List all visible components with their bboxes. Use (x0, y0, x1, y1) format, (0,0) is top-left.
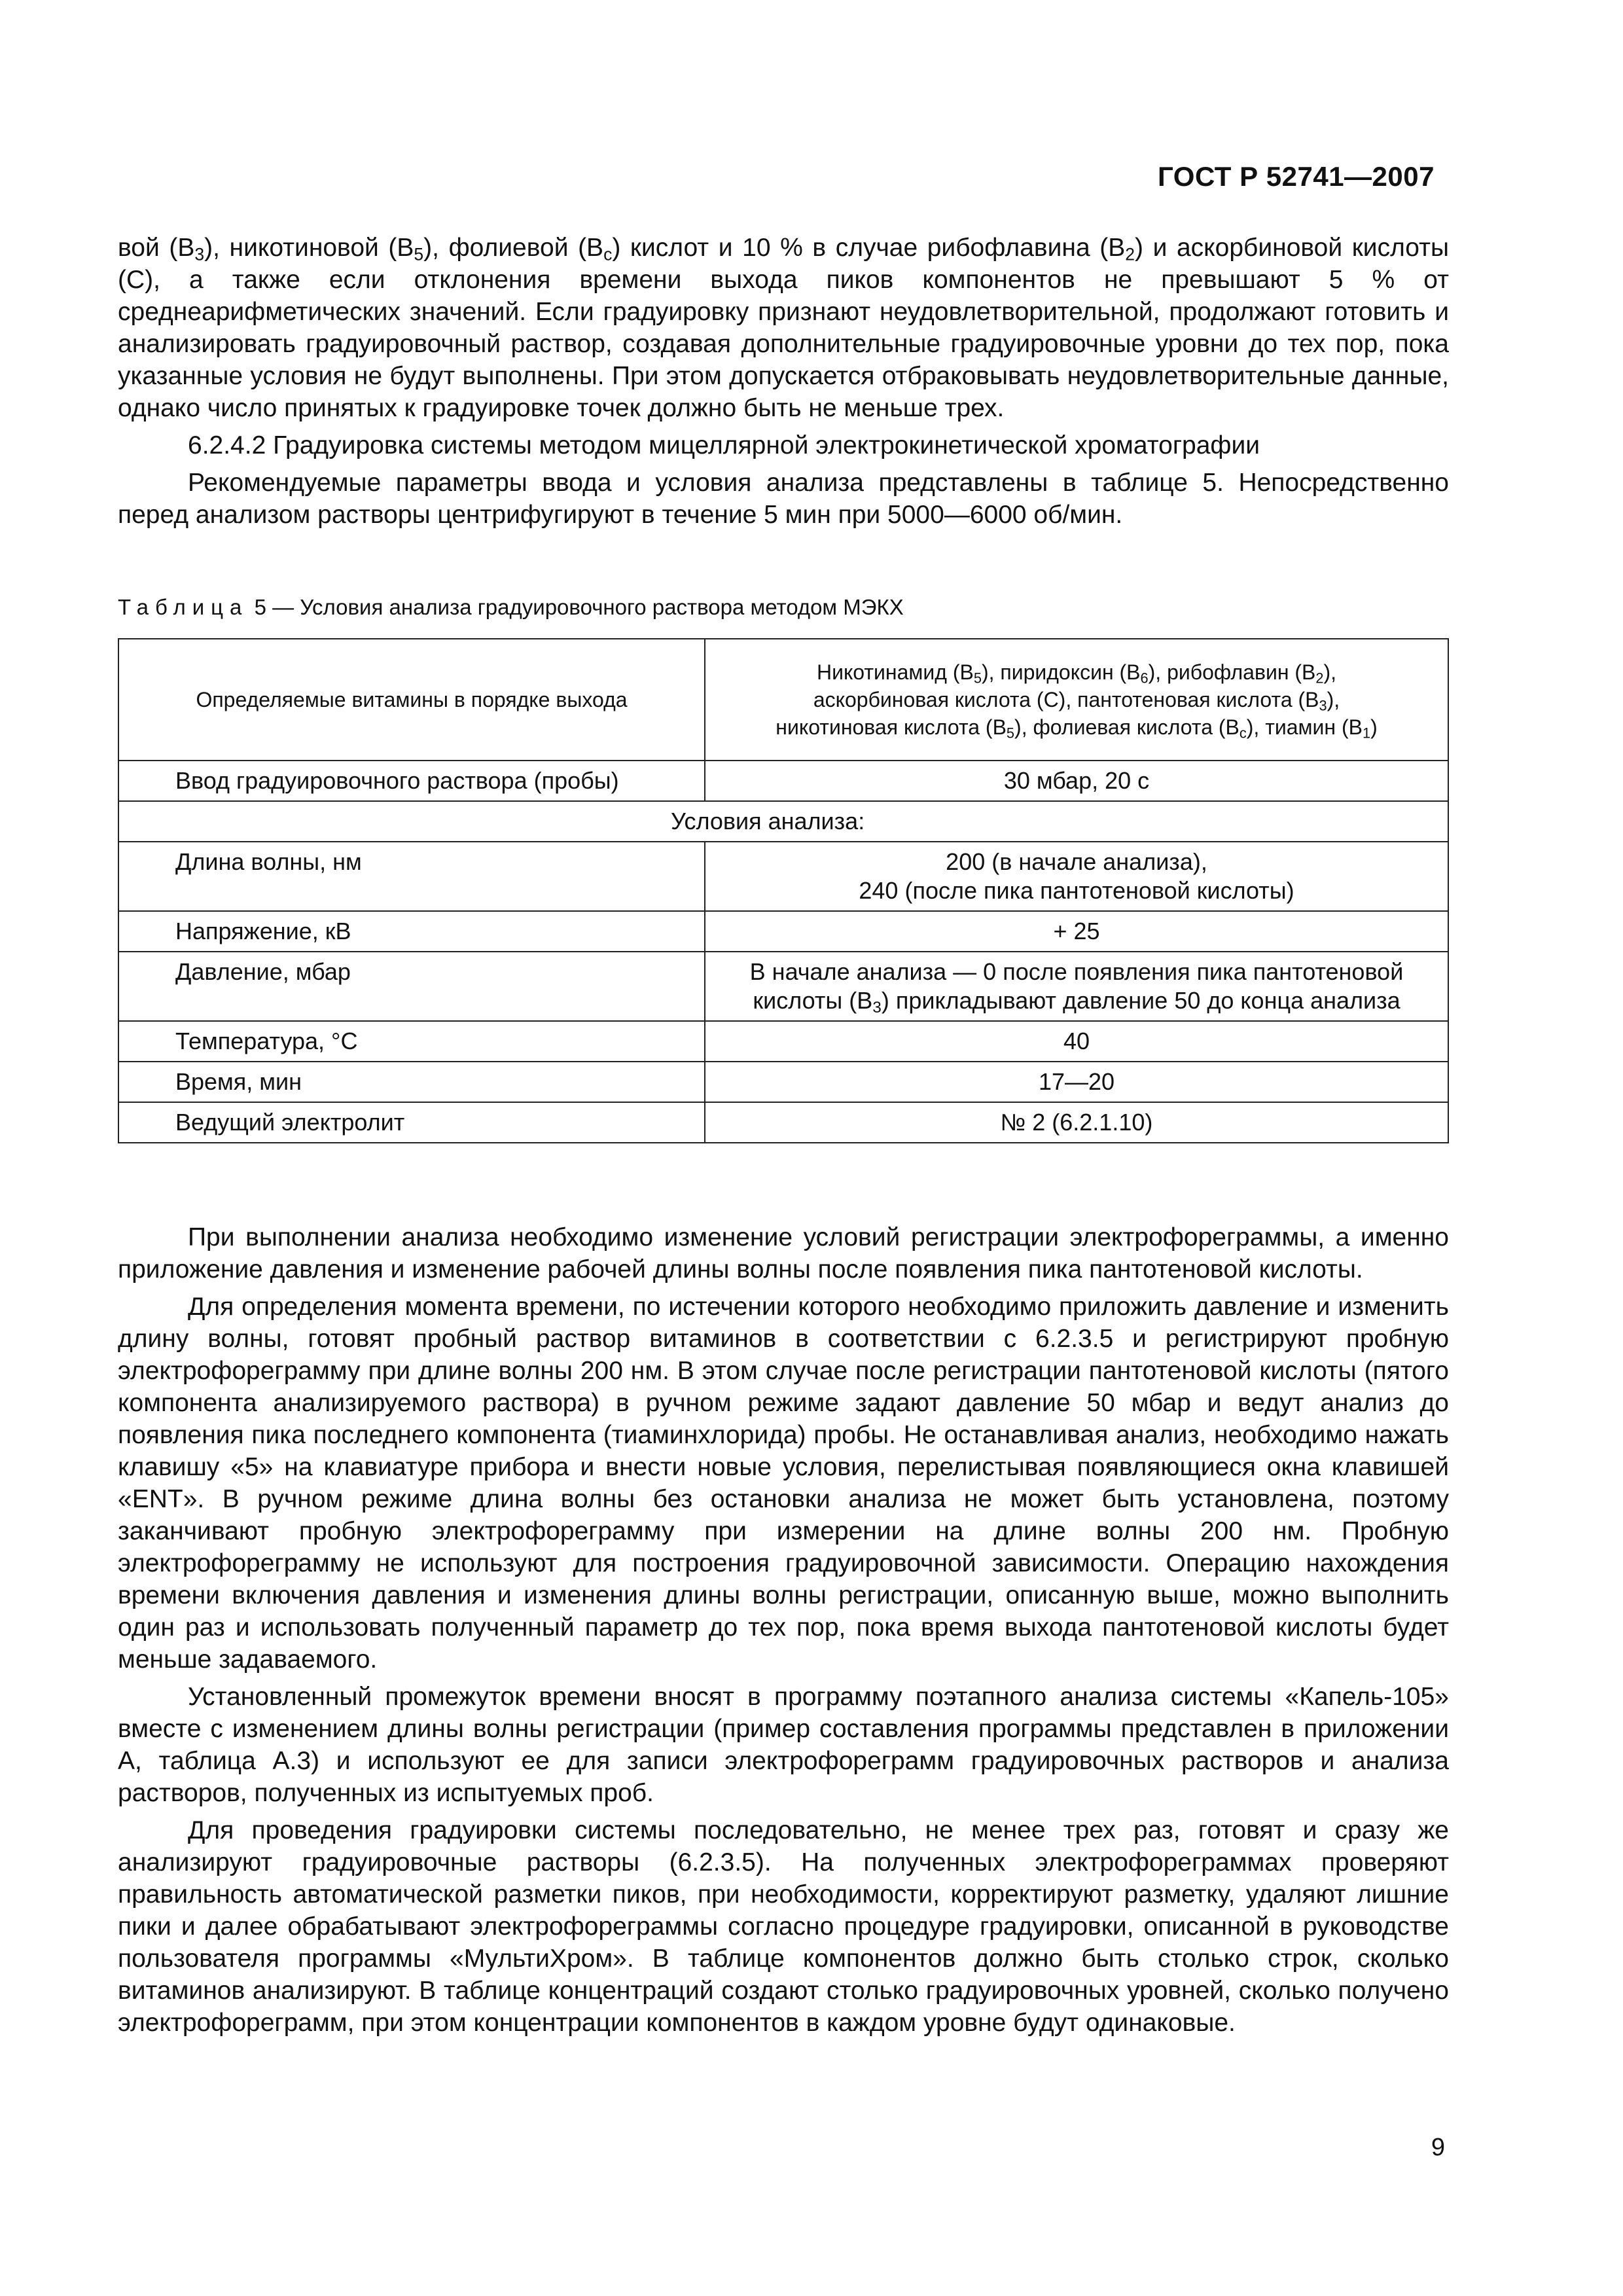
parameter-value-cell: № 2 (6.2.1.10) (705, 1102, 1448, 1143)
table-row (118, 911, 1448, 952)
parameter-value-cell: 17—20 (705, 1062, 1448, 1102)
paragraph-recommended-parameters: Рекомендуемые параметры ввода и условия анализа представлены в таблице 5. Непосредственно перед анализом растворы центрифугируют в течение 5 мин при 5000—6000 об/мин. (118, 469, 1449, 529)
bottom-text-block (118, 1221, 1449, 2039)
parameter-label-cell: Давление, мбар (118, 952, 705, 1021)
header-left-cell: Определяемые витамины в порядке выхода (118, 639, 705, 761)
table-row (118, 1062, 1448, 1102)
paragraph-analysis-conditions: При выполнении анализа необходимо изменение условий регистрации электрофореграммы, а именно приложение давления и изменение рабочей длины волны после появления пика пантотеновой кислоты. (118, 1223, 1449, 1283)
table-row (118, 842, 1448, 911)
page-number: 9 (1431, 2134, 1445, 2161)
section-heading-6-2-4-2: 6.2.4.2 Градуировка системы методом мицеллярной электрокинетической хроматографии (188, 431, 1260, 459)
parameter-label-cell: Напряжение, кВ (118, 911, 705, 952)
header-right-cell: Никотинамид $(В_5)$, пиридоксин $(В_6)$, рибофлавин $(В_2)$, аскорбиновая кислота (С), пантотеновая кислота $(В_3)$, никотиновая кислота $(В_5)$, фолиевая кислота $(В_c)$, тиамин $(В_1)$ (705, 639, 1448, 761)
document-header: ГОСТ Р 52741—2007 (1158, 161, 1435, 192)
parameter-label-cell: Время, мин (118, 1062, 705, 1102)
table-row (118, 801, 1448, 842)
conditions-subheader-cell: Условия анализа: (118, 801, 1448, 842)
table-row (118, 761, 1448, 801)
table-caption-text: — Условия анализа градуировочного раствора методом МЭКХ (272, 595, 904, 619)
parameter-label-cell: Ввод градуировочного раствора (пробы) (118, 761, 705, 801)
top-text-block (118, 232, 1449, 531)
parameter-label-cell: Ведущий электролит (118, 1102, 705, 1143)
parameter-value-cell: + 25 (705, 911, 1448, 952)
table-row (118, 1021, 1448, 1062)
table-caption-number: 5 (254, 595, 266, 619)
table-row (118, 1102, 1448, 1143)
table-row (118, 952, 1448, 1021)
table-caption-prefix: Таблица (118, 595, 249, 619)
table-caption (118, 594, 904, 620)
paragraph-time-determination: Для определения момента времени, по истечении которого необходимо приложить давление и изменить длину волны, готовят пробный раствор витаминов в соответствии с 6.2.3.5 и регистрируют пробную электрофореграмму при длине волны 200 нм. В этом случае после регистрации пантотеновой кислоты (пятого компонента анализируемого раствора) в ручном режиме задают давление 50 мбар и ведут анализ до появления пика последнего компонента (тиаминхлорида) пробы. Не останавливая анализ, необходимо нажать клавишу «5» на клавиатуре прибора и внести новые условия, перелистывая появляющиеся окна клавишей «ENT». В ручном режиме длина волны без остановки анализа не может быть установлена, поэтому заканчивают пробную электрофореграмму при измерении на длине волны 200 нм. Пробную электрофореграмму не используют для построения градуировочной зависимости. Операцию нахождения времени включения давления и изменения длины волны регистрации, описанную выше, можно выполнить один раз и использовать полученный параметр до тех пор, пока время выхода пантотеновой кислоты будет меньше задаваемого. (118, 1293, 1449, 1674)
paragraph-continuation: вой $(В_3)$, никотиновой $(В_5)$, фолиевой $(В_c)$ кислот и 10 % в случае рибофлавина $(В_2)$ и аскорбиновой кислоты (С), а также если отклонения времени выхода пиков компонентов не превышают 5 % от среднеарифметических значений. Если градуировку признают неудовлетворительной, продолжают готовить и анализировать градуировочный раствор, создавая дополнительные градуировочные уровни до тех пор, пока указанные условия не будут выполнены. При этом допускается отбраковывать неудовлетворительные данные, однако число принятых к градуировке точек должно быть не меньше трех. (118, 234, 1449, 422)
conditions-table (118, 638, 1449, 1143)
parameter-value-cell: 200 (в начале анализа), 240 (после пика пантотеновой кислоты) (705, 842, 1448, 911)
parameter-label-cell: Длина волны, нм (118, 842, 705, 911)
paragraph-calibration: Для проведения градуировки системы последовательно, не менее трех раз, готовят и сразу же анализируют градуировочные растворы (6.2.3.5). На полученных электрофореграммах проверяют правильность автоматической разметки пиков, при необходимости, корректируют разметку, удаляют лишние пики и далее обрабатывают электрофореграммы согласно процедуре градуировки, описанной в руководстве пользователя программы «МультиХром». В таблице компонентов должно быть столько строк, сколько витаминов анализируют. В таблице концентраций создают столько градуировочных уровней, сколько получено электрофореграмм, при этом концентрации компонентов в каждом уровне будут одинаковые. (118, 1816, 1449, 2037)
paragraph-program-setup: Установленный промежуток времени вносят в программу поэтапного анализа системы «Капель-105» вместе с изменением длины волны регистрации (пример составления программы представлен в приложении А, таблица А.3) и используют ее для записи электрофореграмм градуировочных растворов и анализа растворов, полученных из испытуемых проб. (118, 1683, 1449, 1807)
table-header-row (118, 639, 1448, 761)
parameter-value-cell: В начале анализа — 0 после появления пика пантотеновой кислоты $(В_3)$ прикладывают давление 50 до конца анализа (705, 952, 1448, 1021)
parameter-value-cell: 30 мбар, 20 с (705, 761, 1448, 801)
parameter-value-cell: 40 (705, 1021, 1448, 1062)
parameter-label-cell: Температура, °С (118, 1021, 705, 1062)
